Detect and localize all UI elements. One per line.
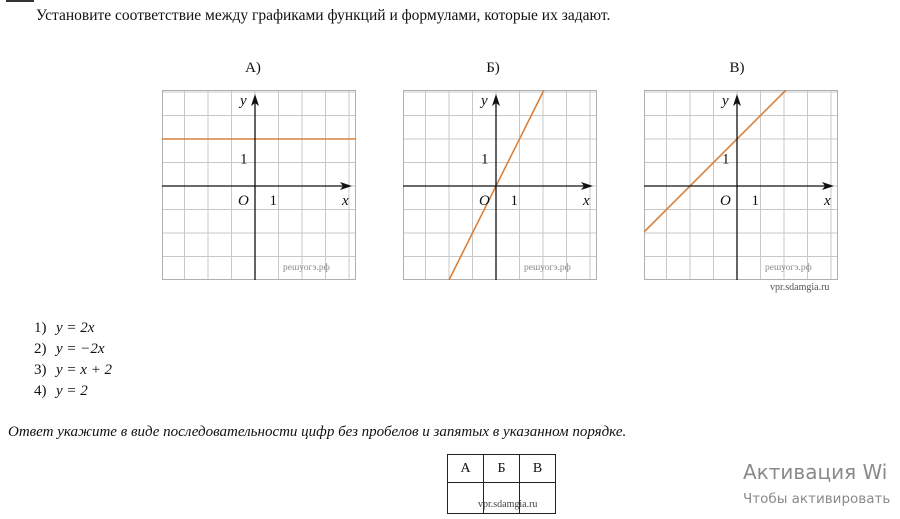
formula-item (34, 381, 112, 402)
graph-c (644, 90, 838, 285)
formula-number: 4) (34, 383, 47, 399)
x-axis-label: x (583, 193, 590, 209)
graph-border (645, 91, 838, 280)
formula-item (34, 360, 112, 381)
x-tick-label: 1 (510, 193, 518, 209)
formula-number: 2) (34, 341, 47, 357)
windows-activation-watermark (743, 460, 890, 507)
graph-b (403, 90, 597, 285)
task-title: Установите соответствие между графиками функций и формулами, которые их задают. (36, 7, 611, 24)
answer-header-c: В (520, 455, 556, 483)
graph-a (162, 90, 356, 285)
graph-border (404, 91, 597, 280)
function-graph-line (644, 90, 786, 232)
y-axis-label: y (481, 93, 488, 109)
origin-label: O (720, 193, 731, 209)
x-axis-label: x (824, 193, 831, 209)
formula-item (34, 318, 112, 339)
answer-instruction: Ответ укажите в виде последовательности цифр без пробелов и запятых в указанном порядке. (8, 424, 627, 440)
formula-expression: y = 2x (56, 320, 95, 336)
formula-expression: y = 2 (56, 383, 88, 399)
activation-subtitle: Чтобы активировать (743, 491, 891, 507)
y-tick-label: 1 (240, 151, 248, 168)
y-axis-label: y (722, 93, 729, 109)
graph-label-a: А) (245, 60, 261, 76)
formula-expression: y = −2x (56, 341, 105, 357)
source-note: vpr.sdamgia.ru (770, 282, 830, 293)
activation-title: Активация Wi (743, 460, 888, 484)
y-tick-label: 1 (481, 151, 489, 168)
y-tick-label: 1 (722, 151, 730, 168)
graph-watermark: решуогэ.рф (283, 263, 330, 273)
answer-header-a: А (448, 455, 484, 483)
top-divider (6, 0, 34, 2)
formula-expression: y = x + 2 (56, 362, 113, 378)
formula-number: 3) (34, 362, 47, 378)
formula-item (34, 339, 112, 360)
x-tick-label: 1 (269, 193, 277, 209)
answer-header-b: Б (484, 455, 520, 483)
x-axis-label: x (342, 193, 349, 209)
answer-watermark: vpr.sdamgia.ru (478, 499, 538, 510)
graph-border (163, 91, 356, 280)
graph-watermark: решуогэ.рф (524, 263, 571, 273)
origin-label: O (479, 193, 490, 209)
y-axis-label: y (240, 93, 247, 109)
formula-number: 1) (34, 320, 47, 336)
origin-label: O (238, 193, 249, 209)
graph-label-b: Б) (486, 60, 500, 76)
x-tick-label: 1 (751, 193, 759, 209)
graph-watermark: решуогэ.рф (765, 263, 812, 273)
graph-label-c: В) (729, 60, 745, 76)
formula-list (34, 318, 112, 402)
